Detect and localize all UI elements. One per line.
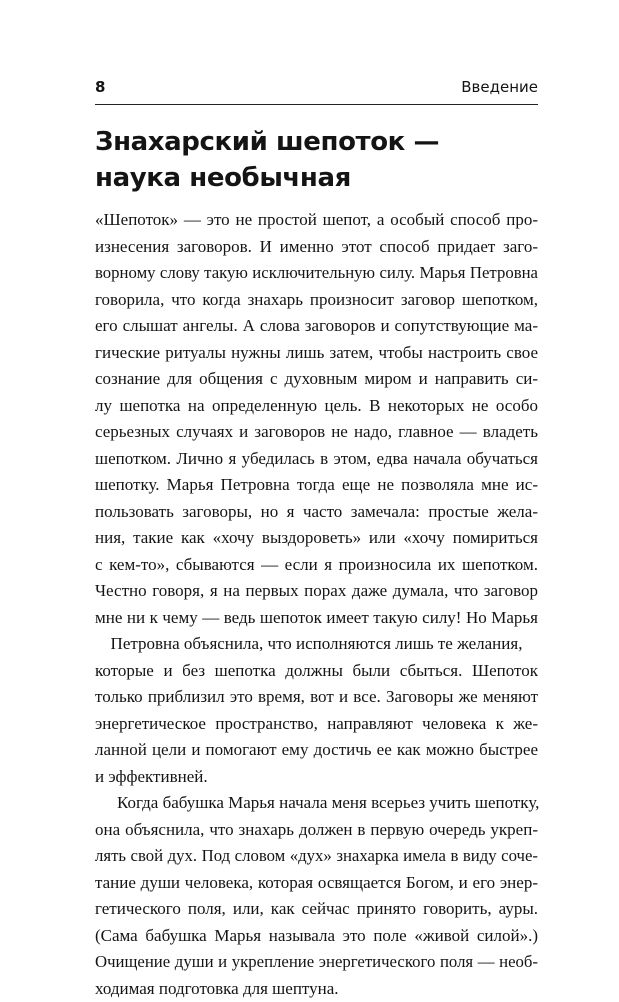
text-line: ния, такие как «хочу выздороветь» или «хочу помириться (95, 525, 538, 552)
text-line: Честно говоря, я на первых порах даже думала, что заговор (95, 578, 538, 605)
section-title-line: наука необычная (95, 160, 538, 196)
text-line: которые и без шепотка должны были сбыться. Шепоток (95, 658, 538, 685)
text-line: Когда бабушка Марья начала меня всерьез учить шепотку, (95, 790, 538, 817)
section-title (95, 124, 538, 196)
text-line: шепотком. Лично я убедилась в этом, едва начала обучаться (95, 446, 538, 473)
running-head: Введение (461, 76, 538, 98)
text-line: Петровна объяснила, что исполняются лишь те желания, (95, 631, 538, 658)
text-line: и эффективней. (95, 764, 538, 791)
text-line: только приблизил это время, вот и все. Заговоры же меняют (95, 684, 538, 711)
page-number: 8 (95, 76, 105, 98)
text-line: лу шепотка на определенную цель. В некоторых не особо (95, 393, 538, 420)
text-line: она объяснила, что знахарь должен в первую очередь укреп- (95, 817, 538, 844)
text-line: ходимая подготовка для шептуна. (95, 976, 538, 1002)
text-line: (Сама бабушка Марья называла это поле «живой силой».) (95, 923, 538, 950)
paragraph-1 (95, 207, 538, 790)
text-line: лять свой дух. Под словом «дух» знахарка имела в виду соче- (95, 843, 538, 870)
text-line: сознание для общения с духовным миром и направить си- (95, 366, 538, 393)
text-line: энергетическое пространство, направляют человека к же- (95, 711, 538, 738)
text-line: говорила, что когда знахарь произносит заговор шепотком, (95, 287, 538, 314)
text-line: ланной цели и помогают ему достичь ее как можно быстрее (95, 737, 538, 764)
text-line: шепотку. Марья Петровна тогда еще не позволяла мне ис- (95, 472, 538, 499)
text-line: изнесения заговоров. И именно этот способ придает заго- (95, 234, 538, 261)
text-line: серьезных случаях и заговоров не надо, главное — владеть (95, 419, 538, 446)
text-line: гетического поля, или, как сейчас принято говорить, ауры. (95, 896, 538, 923)
text-line: с кем-то», сбываются — если я произносила их шепотком. (95, 552, 538, 579)
text-line: гические ритуалы нужны лишь затем, чтобы настроить свое (95, 340, 538, 367)
section-title-line: Знахарский шепоток — (95, 124, 538, 160)
page-header (95, 76, 538, 98)
text-line: «Шепоток» — это не простой шепот, а особый способ про- (95, 207, 538, 234)
body-text (95, 207, 538, 1002)
paragraph-2 (95, 790, 538, 1002)
header-divider (95, 104, 538, 105)
text-line: ворному слову такую исключительную силу. Марья Петровна (95, 260, 538, 287)
text-line: его слышат ангелы. А слова заговоров и сопутствующие ма- (95, 313, 538, 340)
text-line: пользовать заговоры, но я часто замечала: простые жела- (95, 499, 538, 526)
text-line: Очищение души и укрепление энергетического поля — необ- (95, 949, 538, 976)
text-line: тание души человека, которая освящается Богом, и его энер- (95, 870, 538, 897)
text-line: мне ни к чему — ведь шепоток имеет такую силу! Но Марья (95, 605, 538, 632)
